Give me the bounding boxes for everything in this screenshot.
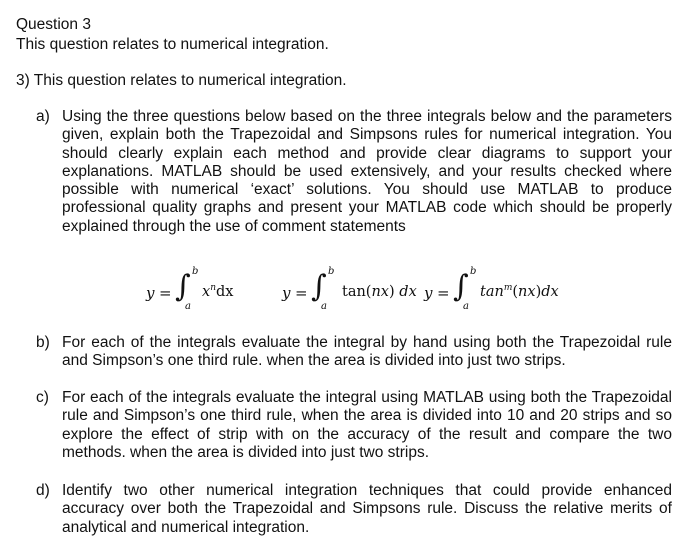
formula-tan — [282, 262, 442, 322]
formula-equals: = — [159, 284, 172, 302]
part-text: For each of the integrals evaluate the integral by hand using both the Trapezoidal rule and Simpson’s one third rule. when the area is divided into just two strips. — [62, 334, 672, 370]
integrand — [202, 284, 233, 300]
formula-equals: = — [295, 284, 308, 302]
integrand-open: ( — [512, 284, 519, 300]
integrand-close: ) — [535, 284, 542, 300]
integrand-func: tan — [480, 284, 504, 300]
integrand-arg: nx — [518, 284, 536, 300]
differential: dx — [215, 284, 234, 300]
upper-limit: b — [192, 266, 199, 277]
question-number-line: 3) This question relates to numerical integration. — [16, 72, 347, 89]
upper-limit: b — [470, 266, 477, 277]
formula-tan-power — [424, 262, 594, 322]
lower-limit: a — [185, 301, 191, 312]
lower-limit: a — [321, 301, 327, 312]
part-label: b) — [36, 334, 50, 351]
differential: dx — [541, 284, 559, 300]
part-b — [36, 334, 672, 374]
part-text: Using the three questions below based on the three integrals below and the parameters given, explain both the Trapezoidal and Simpsons rules for numerical integration. You should clearly explain each method and provide clear diagrams to support your explanations. MATLAB should be used extensively, and your results checked where possible with numerical ‘exact’ solutions. You should use MATLAB to produce professional quality graphs and present your MATLAB code which should be properly explained through the use of comment statements — [62, 108, 672, 235]
part-label: c) — [36, 389, 49, 406]
formula-lhs: y — [282, 284, 291, 302]
upper-limit: b — [328, 266, 335, 277]
formula-lhs: y — [424, 284, 433, 302]
integrand-power: n — [210, 283, 216, 293]
differential: dx — [399, 284, 417, 300]
integrand-close: ) — [389, 284, 395, 300]
part-a — [36, 108, 672, 238]
integrand-func: tan( — [342, 284, 372, 300]
part-c — [36, 389, 672, 469]
integrand-base: x — [202, 284, 211, 300]
question-title: Question 3 — [16, 16, 91, 33]
integral-sign: ∫ — [453, 269, 469, 304]
formula-equals: = — [437, 284, 450, 302]
integrand — [342, 284, 417, 300]
lower-limit: a — [463, 301, 469, 312]
integrand — [480, 284, 559, 300]
part-text: For each of the integrals evaluate the integral using MATLAB using both the Trapezoidal rule and Simpson’s one third rule, when the area is divided into 10 and 20 strips and so explore the effect of strip with on the accuracy of the result and compare the two methods. when the area is divided into just two strips. — [62, 389, 672, 461]
question-subtitle: This question relates to numerical integration. — [16, 36, 329, 53]
part-d — [36, 482, 672, 542]
part-text: Identify two other numerical integration techniques that could provide enhanced accuracy over both the Trapezoidal and Simpsons rule. Discuss the relative merits of analytical and numerical integration. — [62, 482, 672, 536]
integrand-arg: nx — [371, 284, 389, 300]
integral-sign: ∫ — [175, 269, 191, 304]
formula-power — [146, 262, 266, 322]
formula-lhs: y — [146, 284, 155, 302]
part-label: d) — [36, 482, 50, 499]
part-label: a) — [36, 108, 50, 125]
integrand-power: m — [503, 283, 513, 293]
integral-formulas — [0, 262, 694, 322]
integral-sign: ∫ — [311, 269, 327, 304]
